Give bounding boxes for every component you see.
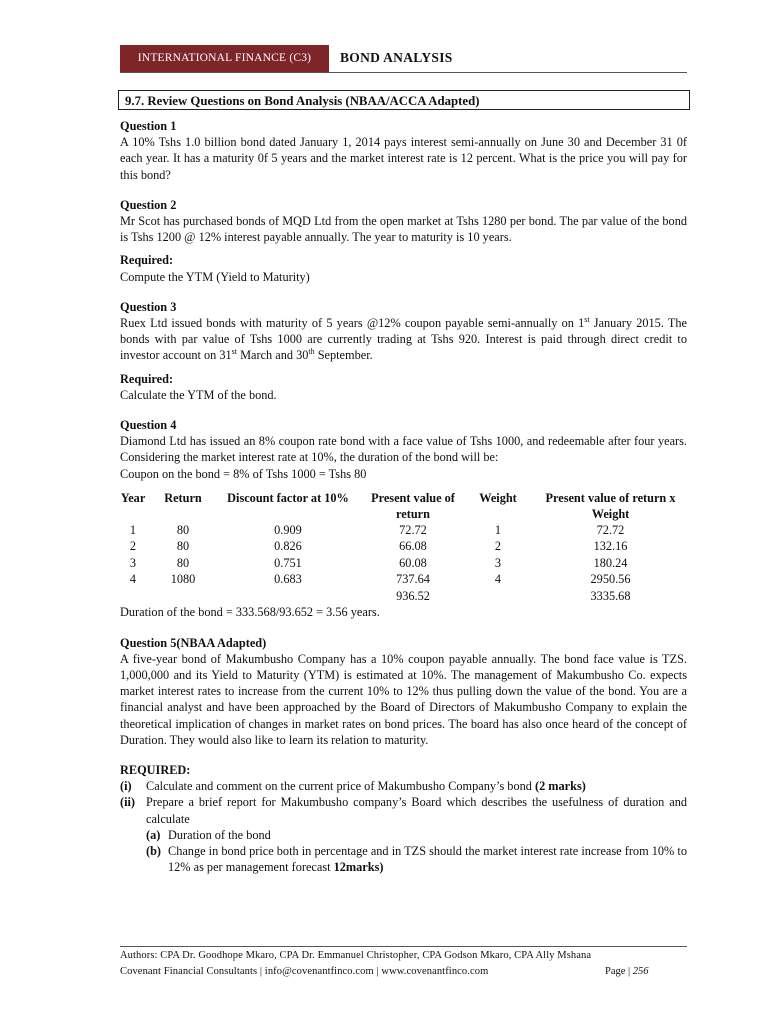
- table-header-cell: Return: [164, 490, 202, 505]
- table-cell: [118, 588, 148, 605]
- table-row: [118, 538, 693, 555]
- table-cell: 0.826: [274, 539, 302, 554]
- question-3-body: Ruex Ltd issued bonds with maturity of 5 years @12% coupon payable semi-annually on 1st January 2015. The bonds with par value of Tshs 1000 are currently trading at Tshs 920. Interest is paid through direct credit to investor account on 31st March and 30th September.: [120, 314, 688, 363]
- list-item-number: (ii): [120, 795, 136, 810]
- table-cell: [468, 588, 528, 605]
- table-cell: 80: [176, 555, 190, 570]
- list-item-text: Prepare a brief report for Makumbusho company’s Board which describes the usefulness of duration and calculate: [146, 795, 687, 826]
- question-3-required-text: Calculate the YTM of the bond.: [120, 387, 277, 402]
- list-item-number: (i): [120, 779, 132, 794]
- question-3-title: Question 3: [120, 299, 177, 314]
- table-cell: 4: [494, 572, 502, 587]
- table-cell: 0.909: [274, 522, 302, 537]
- list-item-marks: 12marks): [333, 860, 384, 875]
- table-cell: 66.08: [399, 539, 427, 554]
- question-5-required-label: REQUIRED:: [120, 762, 191, 777]
- table-cell: 80: [176, 522, 190, 537]
- question-5-title: Question 5(NBAA Adapted): [120, 635, 267, 650]
- question-4-body: Diamond Ltd has issued an 8% coupon rate bond with a face value of Tshs 1000, and redeemable after four years. Considering the market interest rate at 10%, the duration of the bond will be:: [120, 434, 687, 465]
- table-cell: 72.72: [596, 522, 625, 537]
- table-cell: 80: [176, 539, 190, 554]
- list-item-text: Change in bond price both in percentage and in TZS should the market interest rate increase from 10% to 12% as per management forecast: [168, 844, 687, 875]
- question-1-title: Question 1: [120, 119, 177, 133]
- table-cell: 3335.68: [590, 588, 631, 603]
- table-cell: 1: [129, 522, 137, 537]
- header-course-label: INTERNATIONAL FINANCE (C3): [120, 45, 329, 72]
- list-item-number: (a): [146, 827, 161, 842]
- table-header-cell: Discount factor at 10%: [227, 490, 349, 505]
- list-item: [120, 794, 687, 826]
- question-5-body: A five-year bond of Makumbusho Company has a 10% coupon payable annually. The bond face value is TZS. 1,000,000 and its Yield to Maturity (YTM) is estimated at 10%. The management of Makumbusho Co. expects market interest rates to increase from the current 10% to 12% thus pulling down the value of the bond. You are a financial analyst and have been approached by the Board of Directors of Makumbusho Company to explain the theoretical implication of changes in market rates on bond prices. The board has also once heard of the concept of Duration. They would also like to learn its relation to maturity.: [120, 651, 687, 747]
- table-header-cell: Weight: [479, 490, 517, 505]
- question-1-body: A 10% Tshs 1.0 billion bond dated January 1, 2014 pays interest semi-annually on June 30 and December 31 0f each year. It has a maturity 0f 5 years and the market interest rate is 12 percent. What is the price you will pay for this bond?: [120, 135, 687, 182]
- header-divider: [120, 72, 687, 73]
- table-totals-row: [118, 588, 693, 605]
- table-cell: 72.72: [399, 522, 427, 537]
- section-title: 9.7. Review Questions on Bond Analysis (NBAA/ACCA Adapted): [118, 90, 690, 110]
- table-header-cell: Year: [120, 490, 146, 505]
- table-cell: 3: [494, 555, 502, 570]
- table-cell: 2: [129, 539, 137, 554]
- list-item: [146, 827, 687, 843]
- list-item-number: (b): [146, 844, 162, 858]
- footer-authors: Authors: CPA Dr. Goodhope Mkaro, CPA Dr. Emmanuel Christopher, CPA Godson Mkaro, CPA Ally Mshana: [120, 950, 592, 961]
- footer-divider: [120, 946, 687, 947]
- list-item: [120, 778, 687, 794]
- question-2-required-text: Compute the YTM (Yield to Maturity): [120, 269, 310, 284]
- footer-company-line: Covenant Financial Consultants | info@covenantfinco.com | www.covenantfinco.com: [120, 966, 489, 977]
- list-item-text: Calculate and comment on the current price of Makumbusho Company’s bond: [146, 779, 535, 794]
- table-cell: 4: [129, 572, 137, 587]
- question-4-title: Question 4: [120, 418, 177, 433]
- table-cell: [218, 588, 358, 605]
- question-4-coupon-line: Coupon on the bond = 8% of Tshs 1000 = Tshs 80: [120, 466, 367, 481]
- table-cell: 1: [494, 522, 502, 537]
- table-row: [118, 522, 693, 539]
- table-cell: 180.24: [593, 555, 628, 570]
- list-item-text: Duration of the bond: [168, 827, 271, 842]
- header-topic-label: BOND ANALYSIS: [340, 50, 453, 65]
- table-cell: 132.16: [593, 539, 628, 554]
- question-2-title: Question 2: [120, 197, 177, 212]
- list-item: [146, 843, 687, 875]
- table-cell: 2: [494, 539, 502, 554]
- table-cell: 0.751: [274, 555, 302, 570]
- duration-table: [118, 490, 693, 605]
- question-2-body: Mr Scot has purchased bonds of MQD Ltd from the open market at Tshs 1280 per bond. The par value of the bond is Tshs 1200 @ 12% interest payable annually. The year to maturity is 10 years.: [120, 214, 687, 245]
- table-cell: 60.08: [399, 555, 427, 570]
- required-sublist: [146, 827, 687, 876]
- table-cell: 3: [129, 555, 137, 570]
- table-cell: 0.683: [274, 572, 302, 587]
- table-row: [118, 571, 693, 588]
- table-cell: 737.64: [396, 572, 430, 587]
- table-cell: 2950.56: [590, 572, 631, 587]
- question-2-required-label: Required:: [120, 253, 174, 268]
- table-cell: [148, 588, 218, 605]
- list-item-marks: (2 marks): [534, 779, 586, 794]
- table-cell: 936.52: [396, 588, 430, 603]
- table-cell: 1080: [170, 572, 196, 587]
- table-header-cell: Present value of return x Weight: [545, 490, 676, 521]
- duration-table-header-row: [118, 490, 693, 522]
- footer-page-number: Page | 256: [605, 966, 649, 977]
- question-3-required-label: Required:: [120, 371, 174, 386]
- document-body: [120, 118, 687, 875]
- table-header-cell: Present value of return: [371, 490, 455, 521]
- question-4-duration-line: Duration of the bond = 333.568/93.652 = 3.56 years.: [120, 605, 380, 620]
- table-row: [118, 555, 693, 572]
- required-list: [120, 778, 687, 827]
